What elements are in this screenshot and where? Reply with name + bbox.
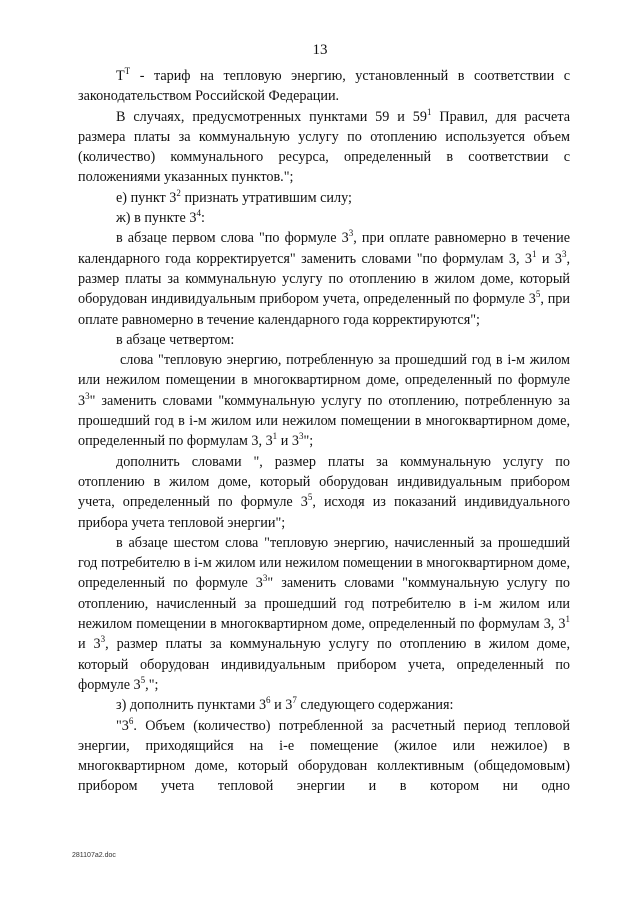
file-name-footer: 281107a2.doc xyxy=(72,852,116,859)
paragraph-fourth-abzac-heading: в абзаце четвертом: xyxy=(116,331,235,348)
paragraph-add-words: дополнить словами ", размер платы за коммунальную услугу по отоплению в жилом доме, который оборудован индивидуальным прибором учета, определенный по формуле $3^5$, исходя из показаний индивидуального прибора учета тепловой энергии"; xyxy=(78,453,570,531)
paragraph-item-zh: ж) в пункте $3^4$: xyxy=(116,208,205,227)
page-number: 13 xyxy=(312,42,328,58)
paragraph-new-item-3-6: "$3^6$. Объем (количество) потребленной за расчетный период тепловой энергии, приходящийся на i-е помещение (жилое или нежилое) в многоквартирном доме, который оборудован коллективным (общедомовым) прибором учета тепловой энергии и в котором ни одно xyxy=(78,715,570,795)
paragraph-first-abzac: в абзаце первом слова "по формуле $3^3$, при оплате равномерно в течение календарного года корректируется" заменить словами "по формулам 3, $3^1$ и $3^3$, размер платы за коммунальную услугу по отоплению в жилом доме, который оборудован индивидуальным прибором учета, определенный по формуле $3^5$, при оплате равномерно в течение календарного года корректируются"; xyxy=(78,228,571,328)
paragraph-item-z: з) дополнить пунктами $3^6$ и $3^7$ следующего содержания: xyxy=(116,695,454,714)
paragraph-words-replace: слова "тепловую энергию, потребленную за прошедший год в i-м жилом или нежилом помещении в многоквартирном доме, определенный по формуле $3^3$" заменить словами "коммунальную услугу по отоплению, потребленную за прошедший год в i-м жилом или нежилом помещении в многоквартирном доме, определенный по формулам 3, $3^1$ и $3^3$"; xyxy=(78,352,570,450)
paragraph-sixth-abzac: в абзаце шестом слова "тепловую энергию, начисленный за прошедший год потребителю в i-м жилом или нежилом помещении в многоквартирном доме, определенный по формуле $3^3$" заменить словами "коммунальную услугу по отоплению, начисленный за прошедший год потребителю в i-м жилом или нежилом помещении в многоквартирном доме, определенный по формулам 3, $3^1$ и $3^3$, размер платы за коммунальную услугу по отоплению в жилом доме, который оборудован индивидуальным прибором учета, определенный по формуле $3^5$,"; xyxy=(78,534,570,693)
document-body xyxy=(78,66,570,797)
paragraph-item-e: е) пункт $3^2$ признать утратившим силу; xyxy=(116,187,352,206)
paragraph-cases: В случаях, предусмотренных пунктами 59 и $59^1$ Правил, для расчета размера платы за коммунальную услугу по отоплению используется объем (количество) коммунального ресурса, определенный в соответствии с положениями указанных пунктов."; xyxy=(78,106,570,186)
paragraph-tariff-definition: $Т^Т$ - тариф на тепловую энергию, установленный в соответствии с законодательством Российской Федерации. xyxy=(78,66,570,105)
